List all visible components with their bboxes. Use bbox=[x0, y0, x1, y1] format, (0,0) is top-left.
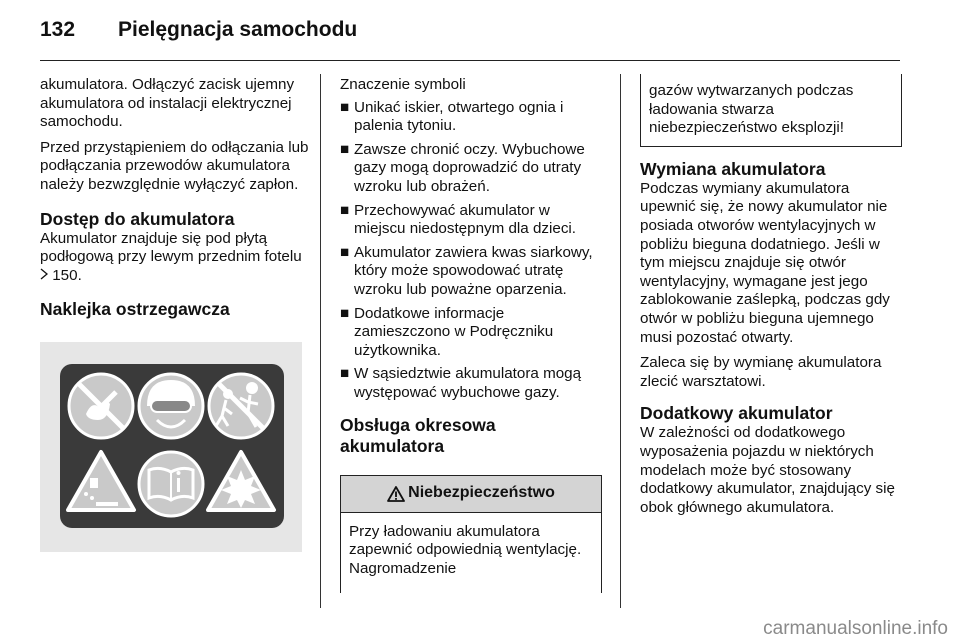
watermark: carmanualsonline.info bbox=[763, 618, 948, 639]
page-number: 132 bbox=[40, 18, 76, 41]
bullet-square-icon: ■ bbox=[340, 201, 350, 219]
running-title: Pielęgnacja samochodu bbox=[118, 18, 358, 41]
page-ref-arrow-icon[interactable] bbox=[40, 268, 48, 280]
section-heading-access: Dostęp do akumulatora bbox=[40, 208, 235, 229]
workshop-paragraph: Zaleca się by wymianę akumulatora zlecić warsztatowi. bbox=[640, 354, 882, 390]
warning-sticker-image bbox=[40, 342, 302, 552]
ignition-paragraph: Przed przystąpieniem do odłączania lub podłączania przewodów akumulatora należy bezwzględnie wyłączyć zapłon. bbox=[40, 138, 309, 193]
eye-protection-icon bbox=[139, 374, 203, 438]
bullet-square-icon: ■ bbox=[340, 365, 350, 383]
extra-battery-paragraph: W zależności od dodatkowego wyposażenia pojazdu w niektórych modelach może być stosowany dodatkowy akumulator, znajdujący się obok głównego akumulatora. bbox=[640, 424, 895, 516]
list-item: ■ Unikać iskier, otwartego ognia i palenia tytoniu. bbox=[340, 98, 564, 135]
no-open-flame-icon bbox=[69, 374, 133, 438]
intro-paragraph: akumulatora. Odłączyć zacisk ujemny akumulatora od instalacji elektrycznej samochodu. bbox=[40, 76, 295, 131]
bullet-square-icon: ■ bbox=[340, 140, 350, 158]
section-heading-sticker: Naklejka ostrzegawcza bbox=[40, 299, 230, 320]
access-ref-page[interactable]: 150. bbox=[52, 266, 82, 284]
section-heading-extra-battery: Dodatkowy akumulator bbox=[640, 403, 833, 424]
access-paragraph bbox=[40, 230, 310, 286]
column-left bbox=[40, 76, 310, 340]
column-middle bbox=[340, 76, 602, 593]
danger-box bbox=[340, 475, 602, 593]
bullet-square-icon: ■ bbox=[340, 98, 350, 116]
warning-triangle-icon bbox=[387, 486, 405, 502]
replace-paragraph: Podczas wymiany akumulatora upewnić się, że nowy akumulator nie posiada otworów wentylacyjnych w pobliżu bieguna dodatniego. Jeśli w tym miejscu znajduje się otwór wentylacyjny, wymagane jest jego zablokowanie zaślepką, podczas gdy otwór w pobliżu bieguna ujemnego musi pozostać otwarty. bbox=[640, 179, 890, 346]
column-right bbox=[640, 74, 902, 524]
list-item: ■ Przechowywać akumulator w miejscu niedostępnym dla dzieci. bbox=[340, 201, 577, 238]
bullet-square-icon: ■ bbox=[340, 304, 350, 322]
symbols-intro: Znaczenie symboli bbox=[340, 76, 466, 93]
page-header bbox=[40, 18, 900, 48]
symbols-list bbox=[340, 99, 602, 403]
section-heading-maintenance: Obsługa okresowa akumulatora bbox=[340, 414, 496, 456]
danger-box-header bbox=[341, 475, 601, 513]
keep-children-away-icon bbox=[209, 374, 273, 438]
access-text: Akumulator znajduje się pod płytą podłogową przy lewym przednim fotelu bbox=[40, 229, 302, 266]
danger-box-continued: gazów wytwarzanych podczas ładowania stwarza niebezpieczeństwo eksplozji! bbox=[640, 74, 902, 147]
list-item: ■ W sąsiedztwie akumulatora mogą występować wybuchowe gazy. bbox=[340, 365, 582, 401]
column-divider bbox=[620, 74, 621, 608]
read-manual-icon bbox=[139, 452, 203, 516]
column-divider bbox=[320, 74, 321, 608]
list-item: ■ Akumulator zawiera kwas siarkowy, który może spowodować utratę wzroku lub poważne oparzenia. bbox=[340, 243, 593, 298]
section-heading-replace: Wymiana akumulatora bbox=[640, 158, 826, 179]
danger-box-text: Przy ładowaniu akumulatora zapewnić odpowiednią wentylację. Nagromadzenie bbox=[349, 522, 582, 577]
list-item: ■ Dodatkowe informacje zamieszczono w Podręczniku użytkownika. bbox=[340, 304, 554, 359]
header-rule bbox=[40, 60, 900, 61]
list-item: ■ Zawsze chronić oczy. Wybuchowe gazy mogą doprowadzić do utraty wzroku lub obrażeń. bbox=[340, 140, 585, 195]
bullet-square-icon: ■ bbox=[340, 243, 350, 261]
danger-box-title: Niebezpieczeństwo bbox=[408, 484, 555, 502]
